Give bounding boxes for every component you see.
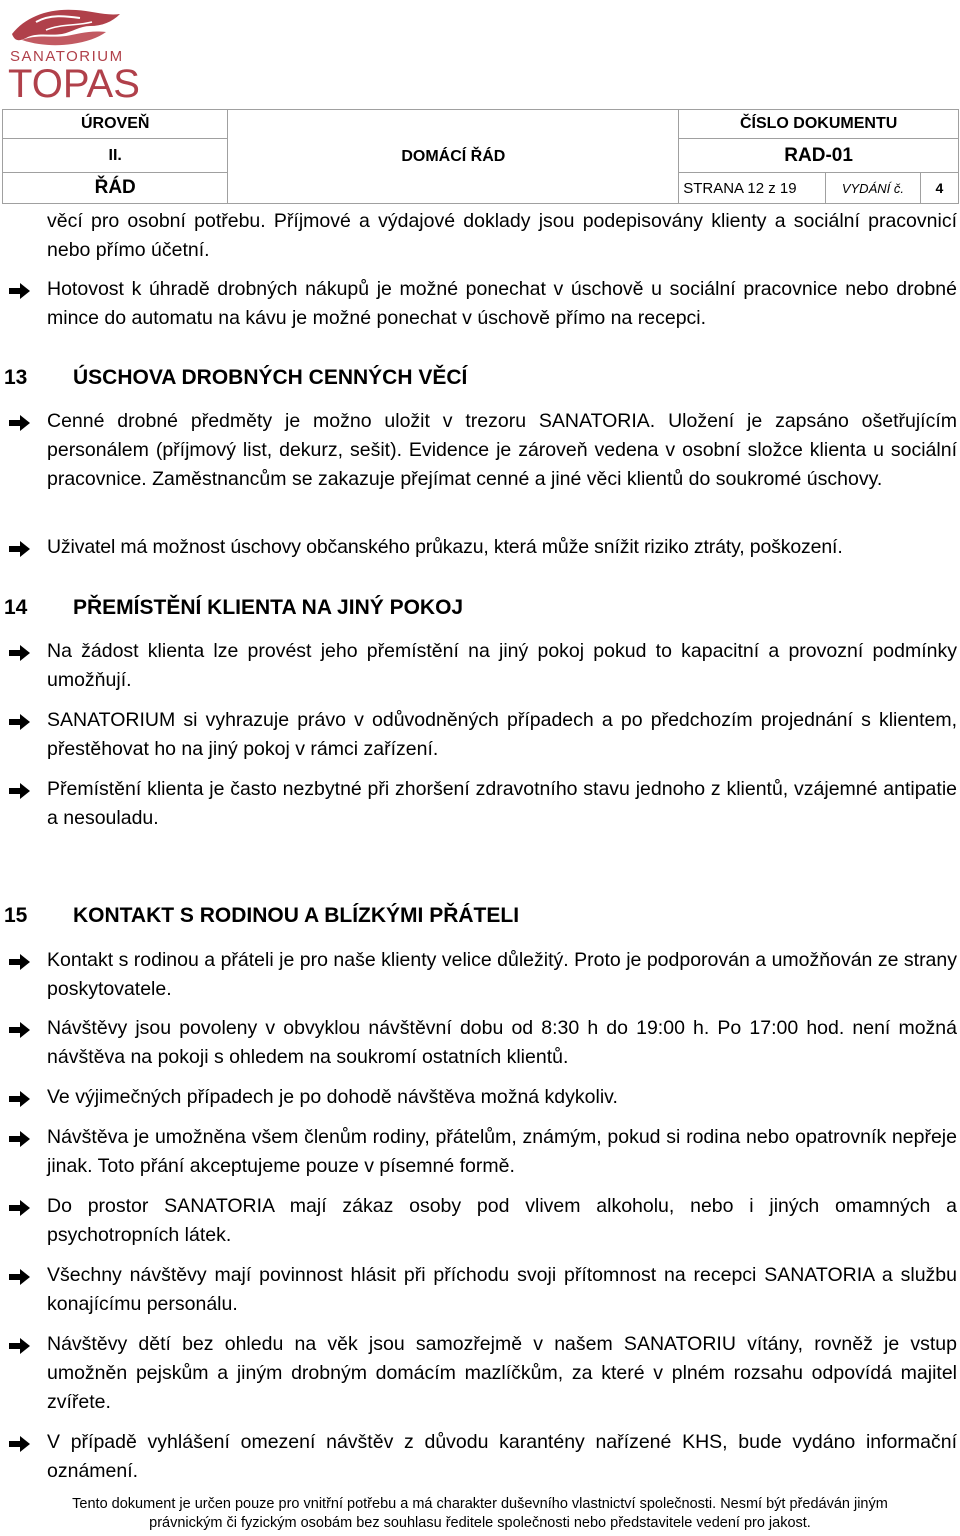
- logo-line-1: SANATORIUM: [10, 48, 124, 65]
- footer-line-2: právnickým či fyzickým osobám bez souhlasu ředitele společnosti nebo představitele vedení pro jakost.: [149, 1515, 811, 1531]
- arrow-right-icon: [8, 952, 32, 972]
- paragraph: Návštěvy jsou povoleny v obvyklou návštěvní dobu od 8:30 h do 19:00 h. Po 17:00 hod. není možná návštěva na pokoji s ohledem na soukromí ostatních klientů.: [47, 1017, 957, 1068]
- section-title: PŘEMÍSTĚNÍ KLIENTA NA JINÝ POKOJ: [73, 596, 464, 619]
- paragraph: Všechny návštěvy mají povinnost hlásit při příchodu svoji přítomnost na recepci SANATORIA a službu konajícímu personálu.: [47, 1264, 957, 1315]
- document-title: [228, 110, 679, 204]
- edition-label: VYDÁNÍ č.: [826, 173, 921, 204]
- level-value: II.: [3, 139, 228, 173]
- section-title: ÚSCHOVA DROBNÝCH CENNÝCH VĚCÍ: [73, 366, 468, 389]
- arrow-right-icon: [8, 1020, 32, 1040]
- doc-number: RAD-01: [679, 139, 959, 173]
- paragraph: Hotovost k úhradě drobných nákupů je možné ponechat v úschově u sociální pracovnice nebo drobné mince do automatu na kávu je možné ponechat v úschově přímo na recepci.: [47, 278, 957, 329]
- section-title: KONTAKT S RODINOU A BLÍZKÝMI PŘÁTELI: [73, 904, 520, 927]
- paragraph: Návštěva je umožněna všem členům rodiny, přátelům, známým, pokud si rodina nebo opatrovník nepřeje jinak. Toto přání akceptujeme pouze v písemné formě.: [47, 1126, 957, 1177]
- level-label: ÚROVEŇ: [3, 110, 228, 139]
- paragraph: Návštěvy dětí bez ohledu na věk jsou samozřejmě v našem SANATORIU vítány, rovněž je vstup umožněn pejskům a jiným drobným domácím mazlíčkům, za které v plném rozsahu odpovídá majitel zvířete.: [47, 1333, 957, 1413]
- paragraph: Uživatel má možnost úschovy občanského průkazu, která může snížit riziko ztráty, poškození.: [47, 536, 843, 558]
- arrow-right-icon: [8, 1336, 32, 1356]
- document-title-text: DOMÁCÍ ŘÁD: [401, 147, 506, 165]
- section-number: 14: [4, 596, 28, 619]
- arrow-right-icon: [8, 413, 32, 433]
- section-number: 13: [4, 366, 28, 389]
- edition-number: 4: [920, 173, 958, 204]
- paragraph: V případě vyhlášení omezení návštěv z důvodu karantény nařízené KHS, bude vydáno informační oznámení.: [47, 1431, 957, 1482]
- paragraph: SANATORIUM si vyhrazuje právo v odůvodněných případech a po předchozím projednání s klientem, přestěhovat ho na jiný pokoj v rámci zařízení.: [47, 709, 957, 760]
- arrow-right-icon: [8, 539, 32, 559]
- page-indicator: STRANA 12 z 19: [679, 173, 826, 204]
- arrow-right-icon: [8, 1089, 32, 1109]
- arrow-right-icon: [8, 781, 32, 801]
- arrow-right-icon: [8, 1267, 32, 1287]
- paragraph: Ve výjimečných případech je po dohodě návštěva možná kdykoliv.: [47, 1086, 618, 1108]
- arrow-right-icon: [8, 1434, 32, 1454]
- doc-number-label: ČÍSLO DOKUMENTU: [679, 110, 959, 139]
- arrow-right-icon: [8, 643, 32, 663]
- arrow-right-icon: [8, 1129, 32, 1149]
- section-number: 15: [4, 904, 28, 927]
- page-footer: [0, 1495, 960, 1533]
- arrow-right-icon: [8, 712, 32, 732]
- arrow-right-icon: [8, 1198, 32, 1218]
- arrow-right-icon: [8, 281, 32, 301]
- paragraph: Cenné drobné předměty je možno uložit v trezoru SANATORIA. Uložení je zapsáno ošetřujícím personálem (příjmový list, dekurz, sešit). Evidence je zároveň vedena v osobní složce klienta u sociální pracovnice. Zaměstnancům se zakazuje přejímat cenné a jiné věci klientů do soukromé úschovy.: [47, 410, 957, 490]
- paragraph: Na žádost klienta lze provést jeho přemístění na jiný pokoj pokud to kapacitní a provozní podmínky umožňují.: [47, 640, 957, 691]
- paragraph: Do prostor SANATORIA mají zákaz osoby pod vlivem alkoholu, nebo i jiných omamných a psychotropních látek.: [47, 1195, 957, 1246]
- paragraph: Přemístění klienta je často nezbytné při zhoršení zdravotního stavu jednoho z klientů, vzájemné antipatie a nesouladu.: [47, 778, 957, 829]
- document-header: [2, 109, 959, 204]
- logo-line-2: TOPAS: [8, 62, 140, 106]
- paragraph: věcí pro osobní potřebu. Příjmové a výdajové doklady jsou podepisovány klienty a sociální pracovnicí nebo přímo účetní.: [47, 210, 957, 261]
- footer-line-1: Tento dokument je určen pouze pro vnitřní potřebu a má charakter duševního vlastnictví společnosti. Nesmí být předáván jiným: [72, 1496, 888, 1512]
- paragraph: Kontakt s rodinou a přáteli je pro naše klienty velice důležitý. Proto je podporován a umožňován ze strany poskytovatele.: [47, 949, 957, 1000]
- level-sub: ŘÁD: [3, 173, 228, 204]
